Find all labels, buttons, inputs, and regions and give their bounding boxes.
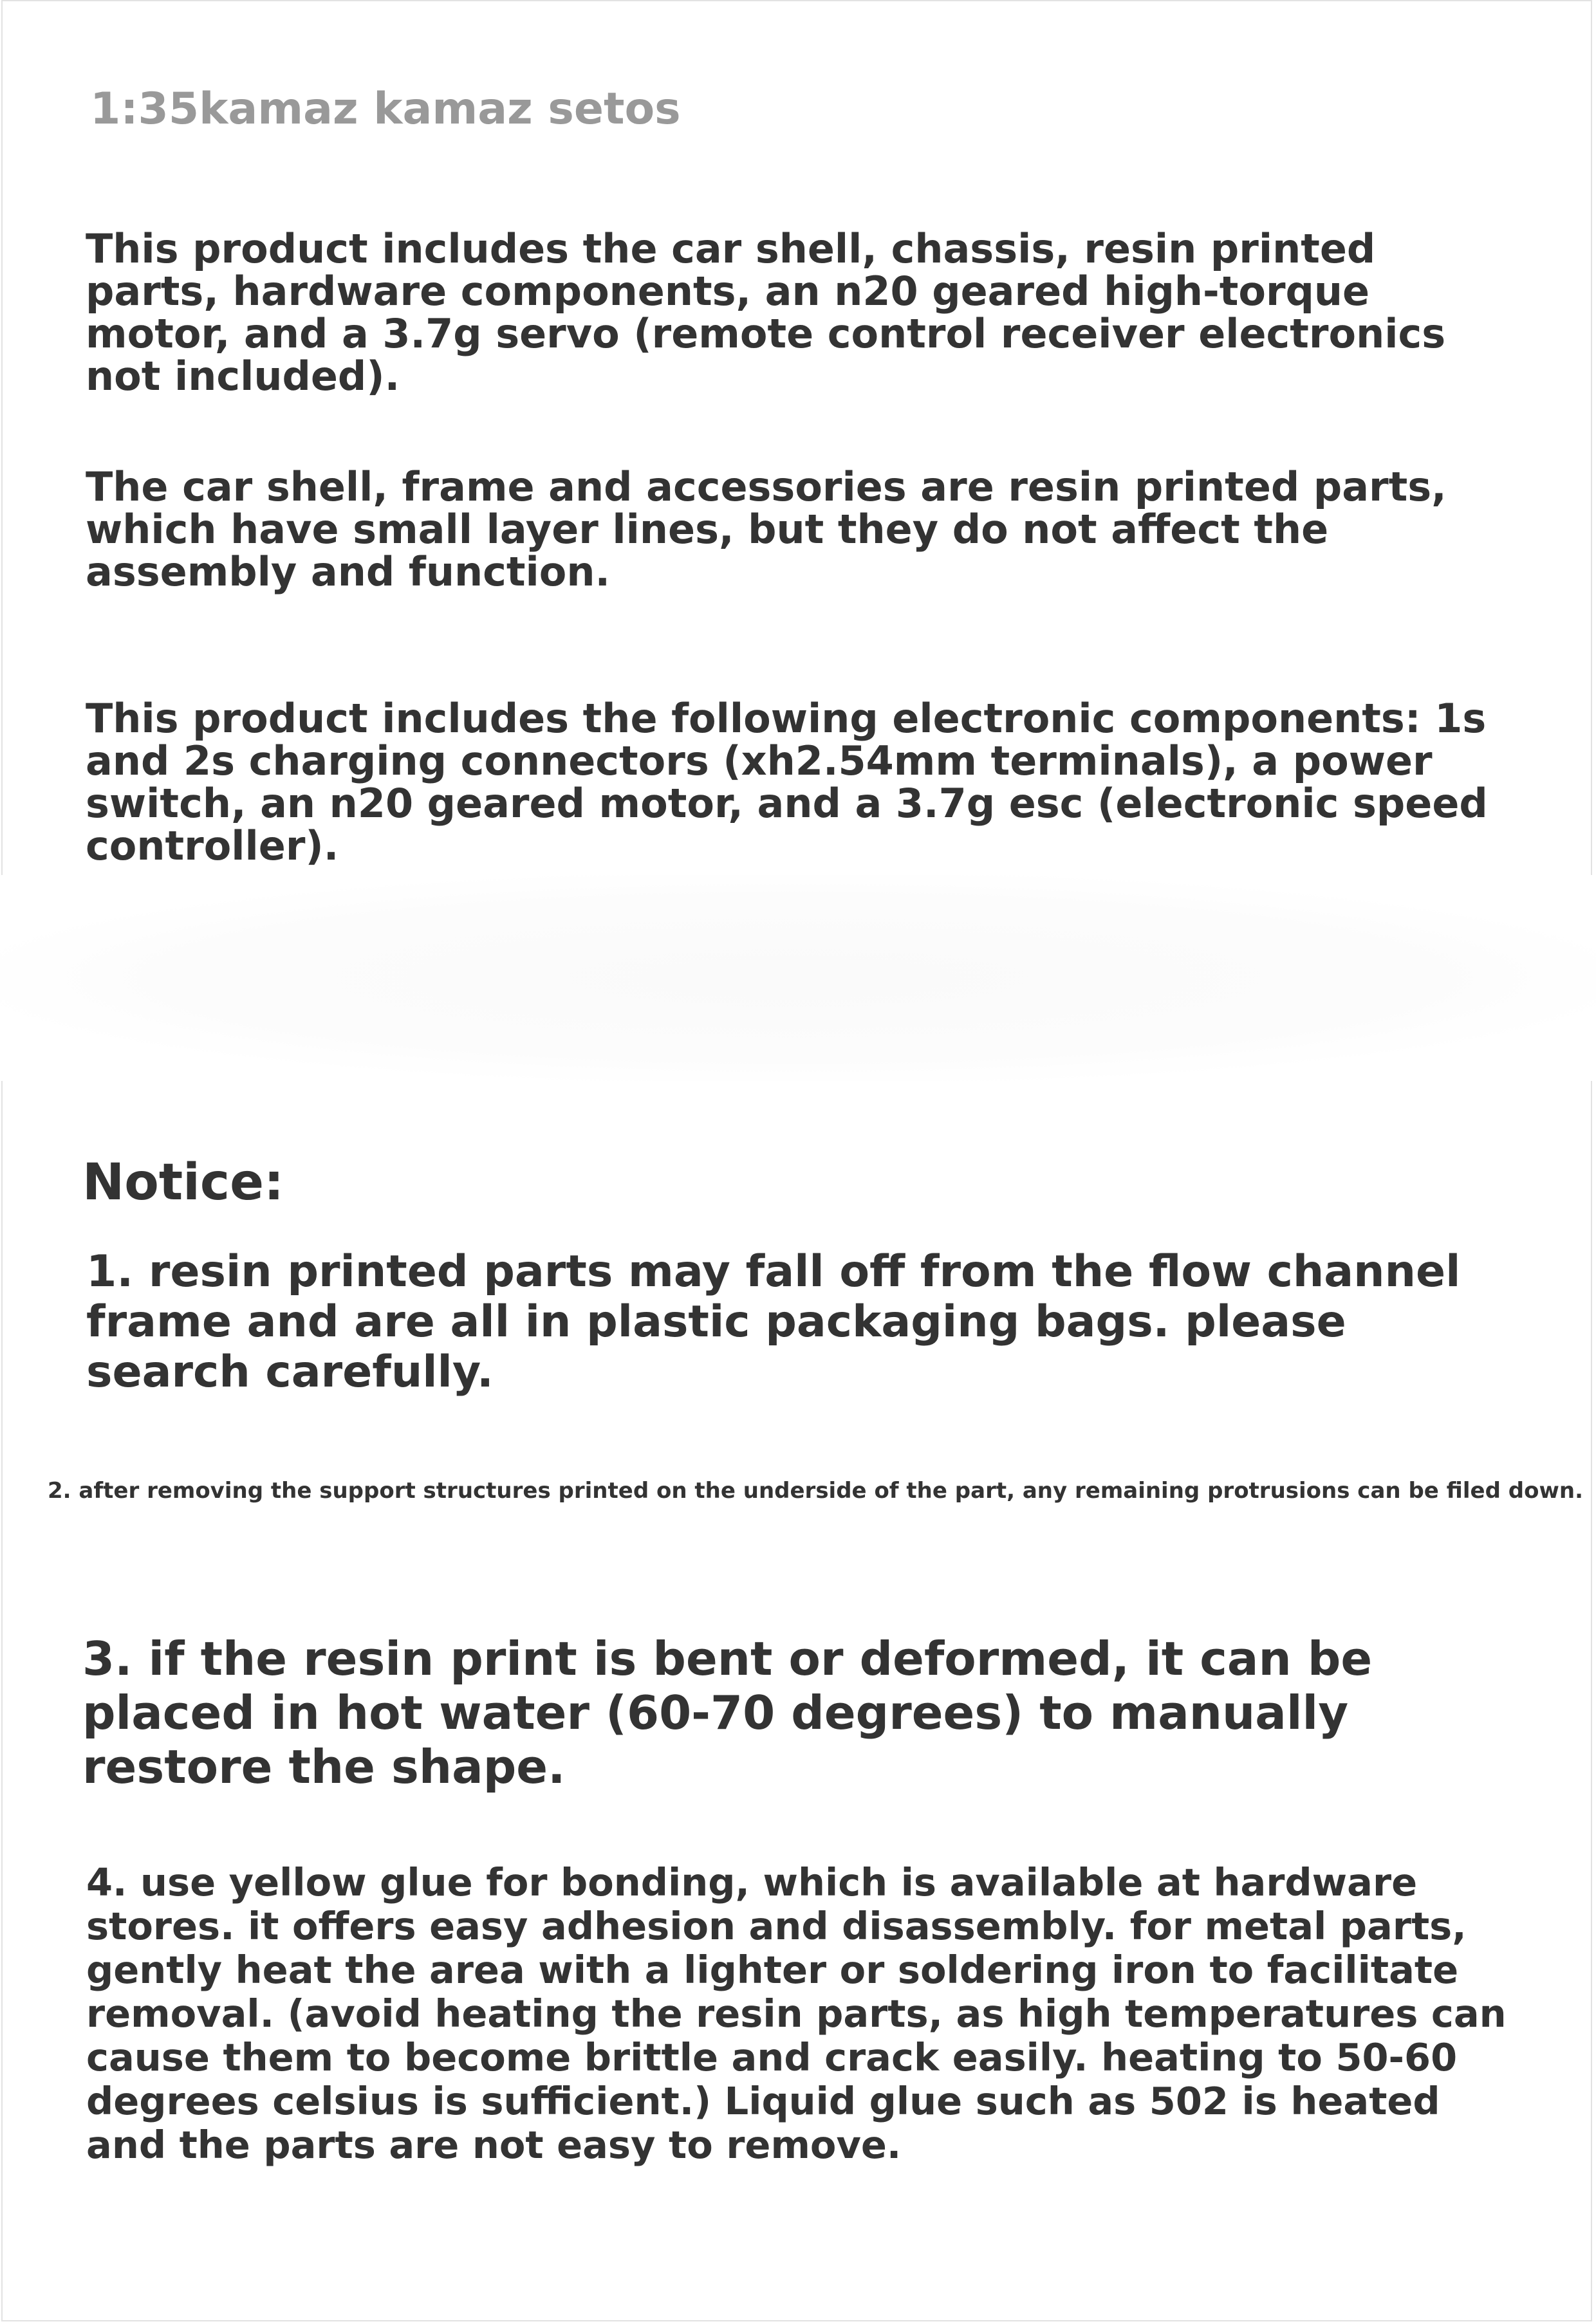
notice-heading: Notice: bbox=[82, 1154, 284, 1212]
notice-item-1: 1. resin printed parts may fall off from the flow channel frame and are all in plastic packaging bags. please search carefully. bbox=[86, 1246, 1461, 1397]
notice-item-2: 2. after removing the support structures printed on the underside of the part, any remaining protrusions can be filed down. bbox=[48, 1478, 1583, 1504]
notice-item-3: 3. if the resin print is bent or deformed, it can be placed in hot water (60-70 degrees) to manually restore the shape. bbox=[82, 1632, 1373, 1794]
electronics-paragraph: This product includes the following electronic components: 1s and 2s charging connectors (xh2.54mm terminals), a power switch, an n20 geared motor, and a 3.7g esc (electronic speed controller). bbox=[86, 695, 1488, 869]
resin-parts-paragraph: The car shell, frame and accessories are resin printed parts, which have small layer lines, but they do not affect the assembly and function. bbox=[86, 463, 1447, 595]
page-title: 1:35kamaz kamaz setos bbox=[90, 84, 681, 134]
background-smudge bbox=[0, 875, 1596, 1081]
included-contents-paragraph: This product includes the car shell, chassis, resin printed parts, hardware components, an n20 geared high-torque motor, and a 3.7g servo (remote control receiver electronics not included). bbox=[86, 225, 1446, 400]
notice-item-4: 4. use yellow glue for bonding, which is available at hardware stores. it offers easy adhesion and disassembly. for metal parts, gently heat the area with a lighter or soldering iron to facilitate removal. (avoid heating the resin parts, as high temperatures can cause them to become brittle and crack easily. heating to 50-60 degrees celsius is sufficient.) Liquid glue such as 502 is heated and the parts are not easy to remove. bbox=[86, 1860, 1507, 2167]
